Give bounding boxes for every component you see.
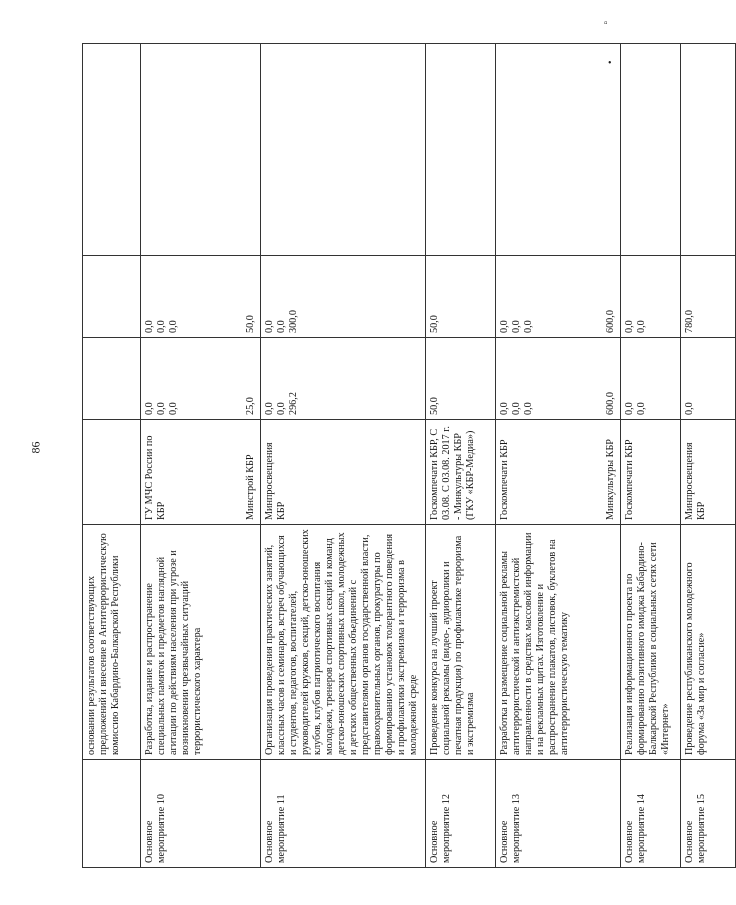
executor-cell — [496, 420, 621, 525]
value: 0,0 — [511, 402, 523, 415]
executor-cell — [681, 420, 736, 525]
value-bottom: 600,0 — [604, 392, 616, 415]
empty-cell — [426, 44, 496, 256]
empty-cell — [83, 44, 141, 256]
value: 0,0 — [624, 402, 635, 415]
rotated-table-container — [82, 43, 708, 868]
activity-description: Организация проведения практических занятий, классных часов и семинаров, встреч обучающихся и студентов, педагогов, воспитателей, руководителей кружков, секций, детско-юношеских клубов, клубов патриотического воспитания молодежи, тренеров спортивных секций и команд детско-юношеских спортивных школ, молодежных и детских общественных объединений с представителями органов государственной власти, правоохранительных органов, прокуратуры по формированию установок толерантного поведения и профилактики экстремизма и терроризма в молодежной среде — [261, 525, 426, 760]
value: 0,0 — [168, 402, 180, 415]
activity-name: Основное мероприятие 15 — [681, 760, 736, 868]
value-cell-v1 — [141, 338, 261, 420]
value-cell-v2 — [621, 256, 681, 338]
empty-cell — [681, 44, 736, 256]
value: 0,0 — [624, 320, 635, 333]
table-row — [83, 44, 141, 868]
value: 0,0 — [499, 320, 510, 333]
empty-cell — [621, 44, 681, 256]
value: 0,0 — [264, 402, 275, 415]
value-cell-v1 — [621, 338, 681, 420]
executor: Госкомпечати КБР — [499, 439, 510, 520]
value: 0,0 — [264, 320, 275, 333]
value-bottom: 600,0 — [604, 310, 616, 333]
value-cell-v1 — [681, 338, 736, 420]
value: 780,0 — [684, 310, 695, 333]
executor-cell — [621, 420, 681, 525]
empty-cell — [496, 44, 621, 256]
value-cell-v1 — [261, 338, 426, 420]
value-cell-v2 — [141, 256, 261, 338]
value: 300,0 — [288, 310, 300, 333]
value-bottom: 25,0 — [244, 397, 256, 415]
value: 0,0 — [523, 320, 535, 333]
value: 0,0 — [523, 402, 535, 415]
table-row — [621, 44, 681, 868]
empty-cell — [261, 44, 426, 256]
executor: Минпросвещения КБР — [264, 442, 288, 520]
activity-description: Проведение конкурса на лучший проект социальной рекламы (видео-, аудиоролики и печатная продукция) по профилактике терроризма и экстремизма — [426, 525, 496, 760]
value: 50,0 — [429, 397, 440, 415]
value: 0,0 — [636, 402, 648, 415]
table-row — [141, 44, 261, 868]
activity-name — [83, 760, 141, 868]
value: 296,2 — [288, 392, 300, 415]
value: 0,0 — [156, 402, 168, 415]
activity-name: Основное мероприятие 13 — [496, 760, 621, 868]
program-activities-table — [82, 43, 736, 868]
value: 0,0 — [511, 320, 523, 333]
activity-name: Основное мероприятие 14 — [621, 760, 681, 868]
table-row — [426, 44, 496, 868]
value: 0,0 — [156, 320, 168, 333]
executor-cell — [426, 420, 496, 525]
value-cell-v2 — [261, 256, 426, 338]
value: 0,0 — [276, 402, 288, 415]
value: 50,0 — [429, 315, 440, 333]
executor: Госкомпечати КБР, С 03.08. С 03.08. 2017 г. - Минкультуры КБР (ГКУ «КБР-Медиа») — [429, 426, 477, 520]
table-row — [261, 44, 426, 868]
page-number: 86 — [28, 441, 43, 454]
activity-name: Основное мероприятие 11 — [261, 760, 426, 868]
activity-name: Основное мероприятие 10 — [141, 760, 261, 868]
value: 0,0 — [144, 402, 155, 415]
value-cell-v1 — [426, 338, 496, 420]
empty-cell — [141, 44, 261, 256]
value-bottom: 50,0 — [244, 315, 256, 333]
scan-dot: • — [608, 58, 612, 69]
executor-secondary: Минстрой КБР — [244, 454, 256, 520]
value-cell-v1 — [83, 338, 141, 420]
activity-description: Проведение республиканского молодежного форума «За мир и согласие» — [681, 525, 736, 760]
executor-cell — [261, 420, 426, 525]
table-row — [496, 44, 621, 868]
activity-name: Основное мероприятие 12 — [426, 760, 496, 868]
activity-description: основании результатов соответствующих предложений и внесение в Антитеррористическую комиссию Кабардино-Балкарской Республики — [83, 525, 141, 760]
value: 0,0 — [636, 320, 648, 333]
activity-description: Разработка и размещение социальной рекламы антитеррористической и антиэкстремистской направленности в средствах массовой информации и на рекламных щитах. Изготовление и распространение плакатов, листовок, буклетов на антитеррористическую тематику — [496, 525, 621, 760]
executor-secondary: Минкультуры КБР — [604, 439, 616, 520]
value-cell-v2 — [496, 256, 621, 338]
value: 0,0 — [499, 402, 510, 415]
activity-description: Разработка, издание и распространение специальных памяток и предметов наглядной агитации по действиям населения при угрозе и возникновении чрезвычайных ситуаций террористического характера — [141, 525, 261, 760]
value: 0,0 — [276, 320, 288, 333]
value-cell-v2 — [426, 256, 496, 338]
value-cell-v2 — [83, 256, 141, 338]
executor: Минпросвещения КБР — [684, 442, 708, 520]
value-cell-v2 — [681, 256, 736, 338]
table-row — [681, 44, 736, 868]
value: 0,0 — [144, 320, 155, 333]
value: 0,0 — [684, 402, 695, 415]
value: 0,0 — [168, 320, 180, 333]
value-cell-v1 — [496, 338, 621, 420]
activity-description: Реализация информационного проекта по формированию позитивного имиджа Кабардино-Балкарской Республики в социальных сетях сети «Интернет» — [621, 525, 681, 760]
executor-cell — [141, 420, 261, 525]
scan-mark: ▫ — [604, 18, 608, 29]
executor-cell — [83, 420, 141, 525]
executor: ГУ МЧС России по КБР — [144, 435, 168, 520]
executor: Госкомпечати КБР — [624, 439, 635, 520]
